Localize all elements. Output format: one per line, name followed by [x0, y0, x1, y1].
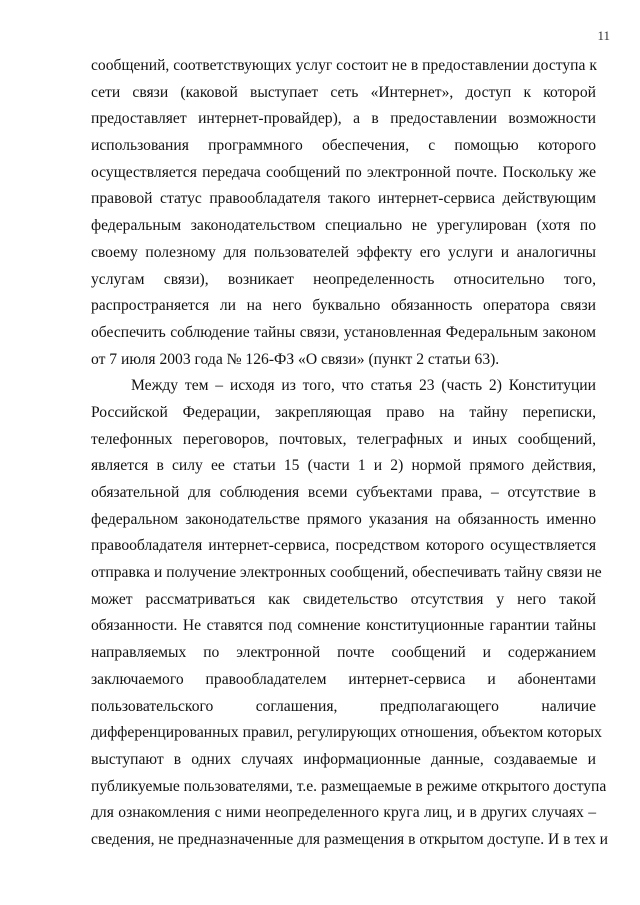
text-line: может рассматриваться как свидетельство отсутствия у него такой [91, 590, 596, 608]
text-line: Между тем – исходя из того, что статья 23 (часть 2) Конституции [131, 377, 596, 395]
text-line: обязанности. Не ставятся под сомнение конституционные гарантии тайны [91, 617, 596, 635]
text-line: предоставляет интернет-провайдер), а в предоставлении возможности [91, 110, 596, 128]
text-line: от 7 июля 2003 года № 126-ФЗ «О связи» (пункт 2 статьи 63). [91, 350, 500, 368]
text-line: правообладателя интернет-сервиса, посредством которого осуществляется [91, 537, 596, 555]
text-line: публикуемые пользователями, т.е. размещаемые в режиме открытого доступа [91, 777, 607, 795]
text-line: для ознакомления с ними неопределенного круга лиц, и в других случаях – [91, 804, 596, 822]
text-line: выступают в одних случаях информационные данные, создаваемые и [91, 750, 596, 768]
text-line: является в силу ее статьи 15 (части 1 и 2) нормой прямого действия, [91, 457, 596, 475]
text-line: федеральном законодательстве прямого указания на обязанность именно [91, 510, 596, 528]
paragraph-1 [91, 53, 596, 373]
text-line: использования программного обеспечения, с помощью которого [91, 137, 596, 155]
text-line: сети связи (каковой выступает сеть «Интернет», доступ к которой [91, 83, 596, 101]
text-line: телефонных переговоров, почтовых, телеграфных и иных сообщений, [91, 430, 596, 448]
text-line: пользовательского соглашения, предполагающего наличие [91, 697, 596, 715]
page-number: 11 [597, 28, 610, 43]
text-line: Российской Федерации, закрепляющая право на тайну переписки, [91, 403, 596, 421]
text-line: сведения, не предназначенные для размещения в открытом доступе. И в тех и [91, 830, 609, 848]
text-line: обеспечить соблюдение тайны связи, установленная Федеральным законом [91, 323, 596, 341]
text-line: обязательной для соблюдения всеми субъектами права, – отсутствие в [91, 484, 596, 501]
text-line: сообщений, соответствующих услуг состоит не в предоставлении доступа к [91, 57, 597, 74]
text-line: своему полезному для пользователей эффекту его услуги и аналогичны [91, 243, 596, 261]
text-line: федеральным законодательством специально не урегулирован (хотя по [91, 217, 596, 235]
text-line: правовой статус правообладателя такого интернет-сервиса действующим [91, 190, 596, 208]
text-line: осуществляется передача сообщений по электронной почте. Поскольку же [91, 163, 596, 181]
text-line: заключаемого правообладателем интернет-сервиса и абонентами [91, 670, 596, 688]
text-line: отправка и получение электронных сообщений, обеспечивать тайну связи не [91, 564, 602, 582]
text-line: распространяется ли на него буквально обязанность оператора связи [91, 297, 596, 315]
text-line: дифференцированных правил, регулирующих отношения, объектом которых [91, 724, 602, 742]
document-body [91, 53, 609, 854]
text-line: услугам связи), возникает неопределенность относительно того, [91, 270, 596, 288]
text-line: направляемых по электронной почте сообщений и содержанием [91, 644, 596, 662]
paragraph-2 [91, 373, 609, 853]
